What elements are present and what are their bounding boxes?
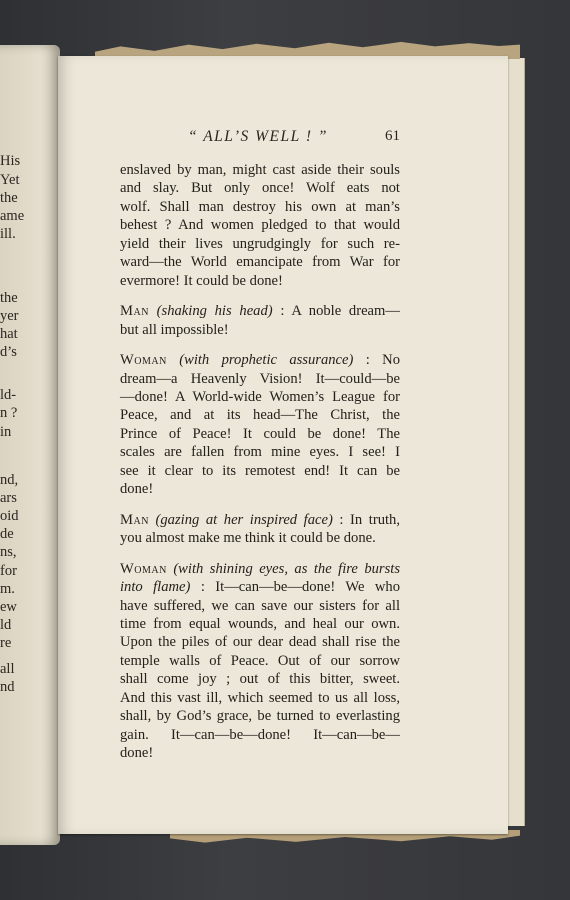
text-line: but all impossible! (120, 321, 229, 338)
text-fragment: : A noble dream— (272, 303, 400, 320)
left-facing-page (0, 45, 60, 845)
text-line: ward—the World emancipate from War for (120, 254, 400, 271)
speaker-name: Woman (120, 560, 167, 577)
text-line: —done! A World-wide Women’s League for (120, 388, 400, 405)
text-line: Prince of Peace! It could be done! The (120, 425, 400, 442)
left-page-fragment: ill. (0, 226, 16, 242)
text-line: Peace, and at its head—The Christ, the (120, 407, 400, 424)
left-page-fragment: hat (0, 326, 18, 342)
left-page-fragment: ld (0, 617, 12, 633)
left-page-fragment: n ? (0, 405, 18, 421)
left-page-fragment: in (0, 424, 12, 440)
stage-direction: (gazing at her inspired face) (155, 511, 333, 528)
left-page-fragment: m. (0, 581, 15, 597)
text-line: enslaved by man, might cast aside their souls (120, 162, 400, 178)
left-page-fragment: His (0, 153, 21, 169)
text-line: temple walls of Peace. Out of our sorrow (120, 652, 400, 669)
running-head (120, 128, 400, 150)
text-line: behest ? And women pledged to that would (120, 217, 400, 234)
text-line: Upon the piles of our dear dead shall rise the (120, 634, 400, 651)
stage-direction: (with shining eyes, as the fire bursts (173, 560, 401, 577)
left-page-fragment: yer (0, 308, 19, 324)
stage-direction: (with prophetic assurance) (179, 352, 354, 369)
text-fragment: : No (353, 352, 401, 369)
speaker-name: Man (120, 303, 149, 320)
left-page-fragment: nd, (0, 472, 19, 488)
left-page-fragment: the (0, 190, 18, 206)
left-page-fragment: de (0, 526, 14, 542)
dialogue-paragraph (120, 560, 400, 763)
text-line: dream—a Heavenly Vision! It—could—be (120, 370, 400, 387)
text-line: shall come joy ; out of this bitter, sweet. (120, 671, 400, 688)
left-page-fragment: ew (0, 599, 17, 615)
speaker-name: Man (120, 511, 149, 528)
text-line: wolf. Shall man destroy his own at man’s (120, 198, 400, 215)
text-line: done! (120, 745, 154, 762)
left-page-fragment: for (0, 563, 17, 579)
text-line: evermore! It could be done! (120, 272, 283, 289)
text-line: scales are fallen from mine eyes. I see! I (120, 444, 400, 461)
left-page-fragment: the (0, 290, 18, 306)
left-page-fragment: oid (0, 508, 19, 524)
running-title: “ ALL’S WELL ! ” (188, 128, 329, 145)
page-body (120, 161, 400, 763)
text-line: gain. It—can—be—done! It—can—be— (120, 726, 400, 743)
left-page-fragment: ld- (0, 387, 17, 403)
text-line: see it clear to its remotest end! It can be (120, 462, 400, 479)
text-line: yield their lives ungrudgingly for such re- (120, 235, 400, 252)
text-line: have suffered, we can save our sisters for all (120, 597, 400, 614)
stage-direction: (shaking his head) (156, 303, 273, 320)
paragraph (120, 161, 400, 290)
left-page-fragment: re (0, 635, 12, 651)
left-page-fragment: ame (0, 208, 25, 224)
left-page-fragment: ars (0, 490, 17, 506)
text-line: done! (120, 481, 154, 498)
dialogue-paragraph (120, 302, 400, 339)
speaker-name: Woman (120, 352, 167, 369)
left-page-fragment: d’s (0, 344, 17, 360)
text-line: And this vast ill, which seemed to us all loss, (120, 689, 400, 706)
text-line: shall, by God’s grace, be turned to everlasting (120, 708, 400, 725)
left-page-fragment: nd (0, 679, 15, 695)
text-fragment: : In truth, (332, 511, 400, 528)
stage-direction: into flame) (120, 579, 191, 596)
left-page-fragment: all (0, 661, 15, 677)
left-page-fragment: ns, (0, 544, 17, 560)
text-line: you almost make me think it could be done. (120, 530, 376, 547)
dialogue-paragraph (120, 511, 400, 548)
text-line: time from equal wounds, and heal our own. (120, 615, 400, 632)
text-fragment: : It—can—be—done! We who (190, 579, 400, 596)
text-line: and slay. But only once! Wolf eats not (120, 180, 400, 197)
left-page-fragment: Yet (0, 172, 20, 188)
dialogue-paragraph (120, 351, 400, 499)
page-number: 61 (385, 128, 400, 144)
